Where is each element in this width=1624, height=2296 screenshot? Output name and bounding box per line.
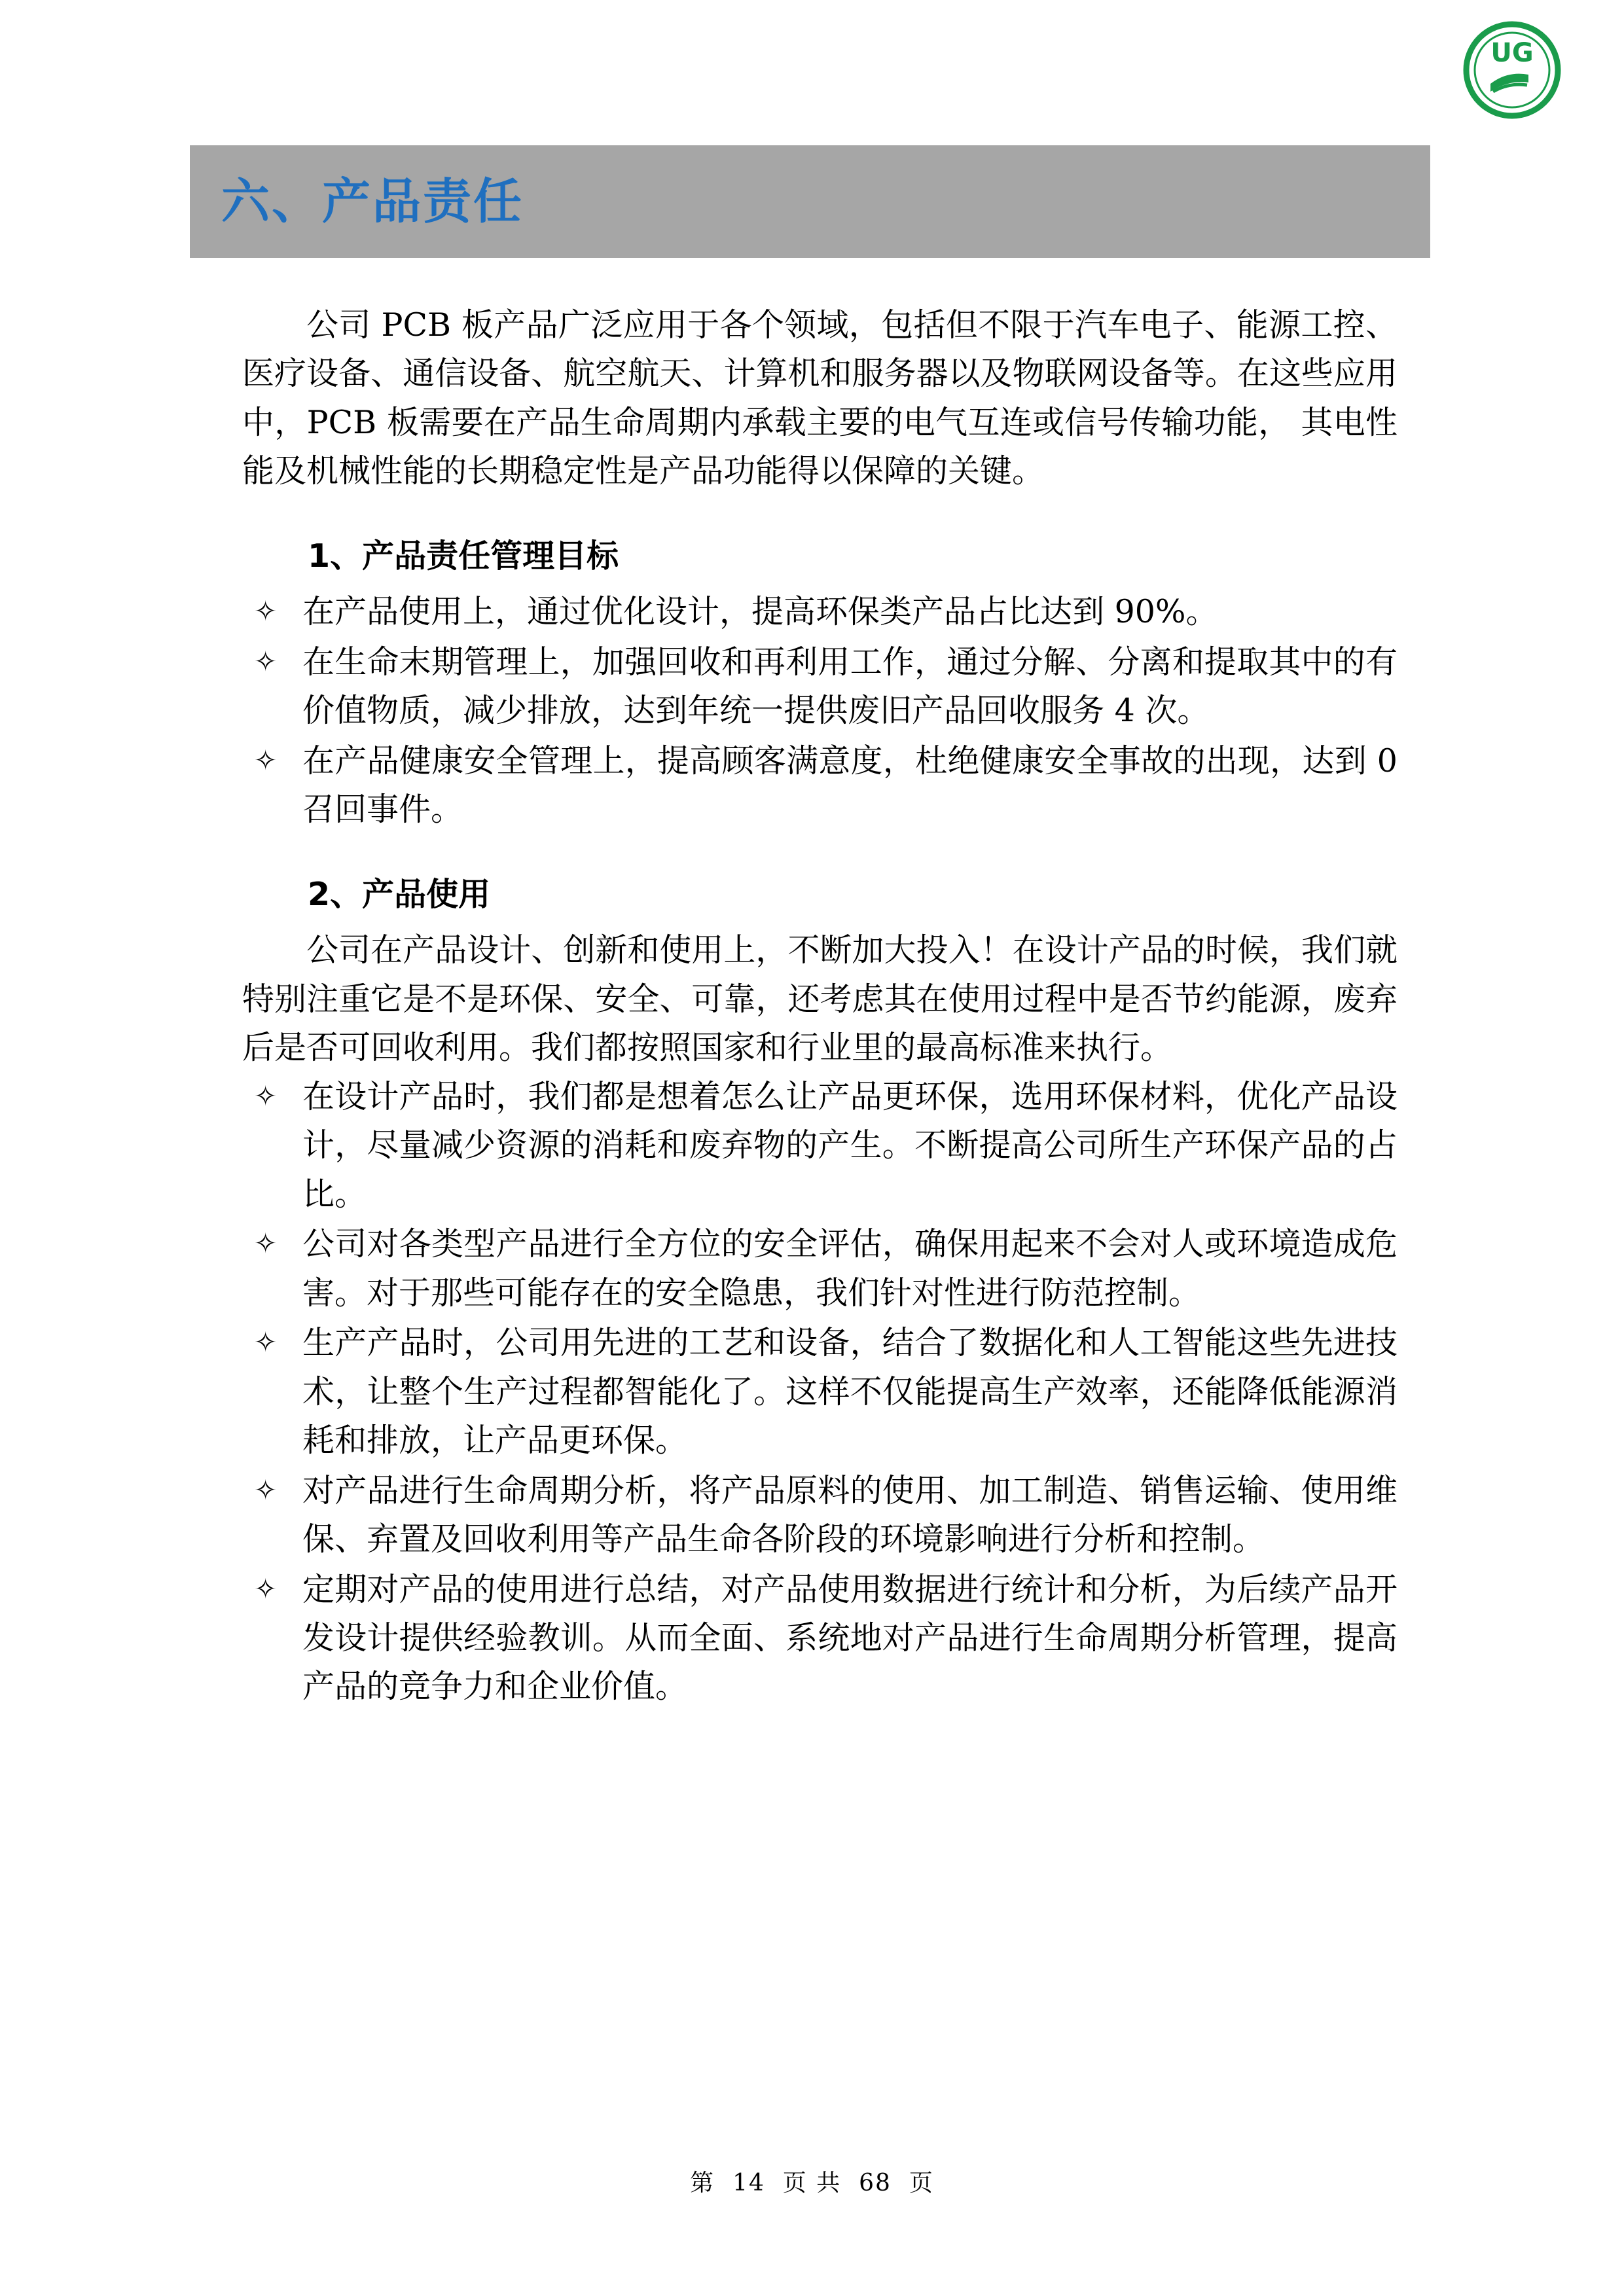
list-item-text: 生产产品时，公司用先进的工艺和设备，结合了数据化和人工智能这些先进技术，让整个生产过程都智能化了。这样不仅能提高生产效率，还能降低能源消耗和排放，让产品更环保。 [302,1324,1398,1460]
document-content [242,301,1398,1713]
ug-company-logo [1463,21,1561,119]
footer-total-pages: 68 [859,2170,892,2197]
footer-prefix: 第 [690,2170,715,2197]
page-title: 六、产品责任 [221,173,524,230]
section-heading-band [190,145,1430,258]
list-item [242,1073,1398,1219]
diamond-bullet-icon: ✧ [254,1227,278,1260]
bullet-list-2 [242,1073,1398,1712]
list-item [242,638,1398,736]
footer-suffix: 页 [909,2170,934,2197]
list-item-text: 对产品进行生命周期分析，将产品原料的使用、加工制造、销售运输、使用维保、弃置及回收利用等产品生命各阶段的环境影响进行分析和控制。 [302,1471,1398,1558]
list-item [242,1319,1398,1465]
footer-middle: 页 共 [782,2170,842,2197]
list-item-text: 在设计产品时，我们都是想着怎么让产品更环保，选用环保材料，优化产品设计，尽量减少资源的消耗和废弃物的产生。不断提高公司所生产环保产品的占比。 [302,1077,1398,1213]
list-item-text: 定期对产品的使用进行总结，对产品使用数据进行统计和分析，为后续产品开发设计提供经验教训。从而全面、系统地对产品进行生命周期分析管理，提高产品的竞争力和企业价值。 [302,1570,1398,1706]
list-item [242,737,1398,834]
list-item-text: 在生命末期管理上，加强回收和再利用工作，通过分解、分离和提取其中的有价值物质，减少排放，达到年统一提供废旧产品回收服务 4 次。 [302,643,1398,730]
list-item [242,588,1398,636]
diamond-bullet-icon: ✧ [254,595,278,628]
list-item-text: 在产品健康安全管理上，提高顾客满意度，杜绝健康安全事故的出现，达到 0 召回事件。 [302,742,1398,829]
intro-paragraph: 公司 PCB 板产品广泛应用于各个领域，包括但不限于汽车电子、能源工控、医疗设备、通信设备、航空航天、计算机和服务器以及物联网设备等。在这些应用中，PCB 板需要在产品生命周期内承载主要的电气互连或信号传输功能， 其电性能及机械性能的长期稳定性是产品功能得以保障的关键。 [242,306,1398,490]
list-item-text: 在产品使用上，通过优化设计，提高环保类产品占比达到 90%。 [302,593,1218,631]
diamond-bullet-icon: ✧ [254,1473,278,1506]
list-item [242,1566,1398,1712]
svg-text:UG: UG [1490,38,1534,68]
page-footer [0,2164,1624,2198]
list-item [242,1220,1398,1318]
list-item [242,1467,1398,1564]
diamond-bullet-icon: ✧ [254,645,278,677]
diamond-bullet-icon: ✧ [254,744,278,776]
bullet-list-1 [242,588,1398,834]
subsection-title-1: 1、产品责任管理目标 [308,537,619,575]
subsection-title-2: 2、产品使用 [308,875,491,913]
diamond-bullet-icon: ✧ [254,1326,278,1359]
subsection-2-paragraph: 公司在产品设计、创新和使用上，不断加大投入！在设计产品的时候，我们就特别注重它是不是环保、安全、可靠，还考虑其在使用过程中是否节约能源，废弃后是否可回收利用。我们都按照国家和行业里的最高标准来执行。 [242,931,1398,1067]
diamond-bullet-icon: ✧ [254,1572,278,1605]
list-item-text: 公司对各类型产品进行全方位的安全评估，确保用起来不会对人或环境造成危害。对于那些可能存在的安全隐患，我们针对性进行防范控制。 [302,1225,1398,1312]
diamond-bullet-icon: ✧ [254,1079,278,1112]
footer-page-number: 14 [732,2170,765,2197]
